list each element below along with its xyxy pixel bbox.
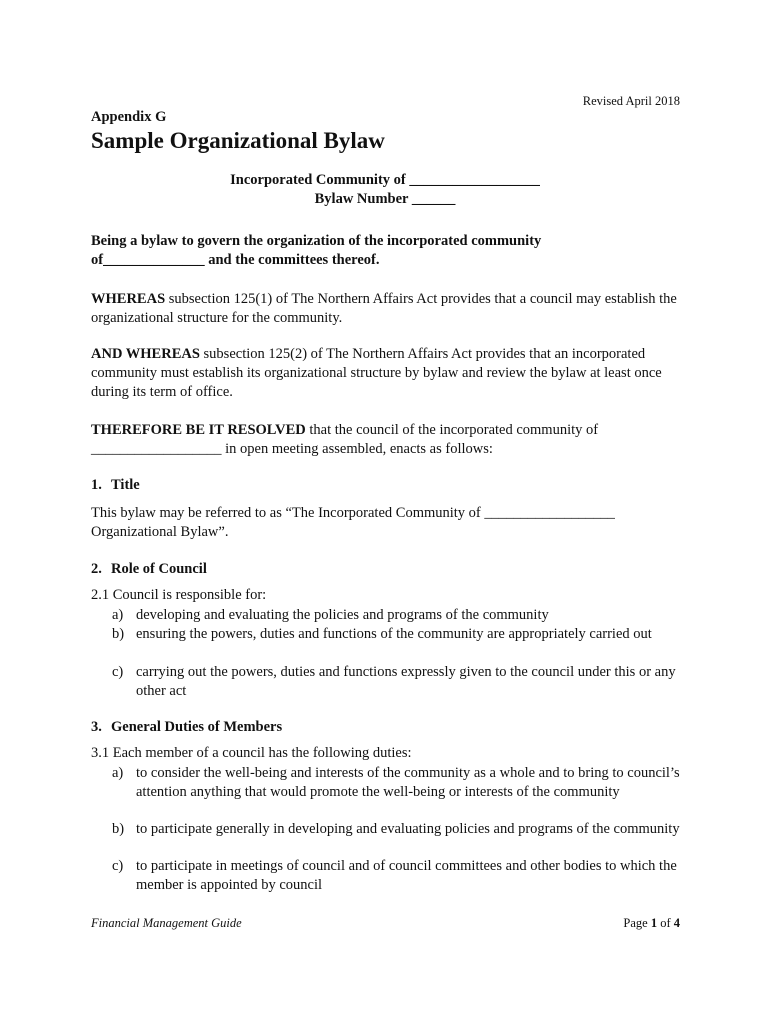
- page-of: of: [657, 916, 674, 930]
- clause-2-1: 2.1 Council is responsible for:: [91, 587, 267, 603]
- section-title: Role of Council: [111, 561, 207, 577]
- list-item: [112, 606, 682, 625]
- page-prefix: Page: [623, 916, 651, 930]
- list-item-text: to participate generally in developing and evaluating policies and programs of the community: [136, 821, 680, 837]
- whereas-lead: WHEREAS: [91, 291, 166, 307]
- section-number: 1.: [91, 477, 102, 493]
- list-item-text: developing and evaluating the policies and programs of the community: [136, 607, 549, 623]
- section-3-heading: [91, 719, 282, 736]
- footer-guide-title: Financial Management Guide: [91, 916, 242, 930]
- revision-date: Revised April 2018: [582, 94, 680, 108]
- list-item-text: to participate in meetings of council and of council committees and other bodies to which the member is appointed by council: [136, 858, 677, 893]
- list-item: [112, 663, 682, 701]
- bylaw-number-line: Bylaw Number ______: [314, 191, 456, 207]
- list-item: [112, 764, 682, 802]
- section-2-heading: [91, 561, 207, 578]
- whereas-paragraph-1: [91, 290, 691, 328]
- list-item-label: a): [112, 765, 124, 781]
- list-item: [112, 625, 682, 644]
- appendix-label: Appendix G: [91, 109, 167, 125]
- list-item: [112, 857, 682, 895]
- community-line: Incorporated Community of __________________: [230, 172, 540, 188]
- list-item-label: b): [112, 821, 125, 837]
- intro-line-2: of______________ and the committees thereof.: [91, 252, 380, 268]
- list-item-text: ensuring the powers, duties and functions of the community are appropriately carried out: [136, 626, 652, 642]
- and-whereas-lead: AND WHEREAS: [91, 346, 200, 362]
- list-item-label: b): [112, 626, 125, 642]
- list-item-label: a): [112, 607, 124, 623]
- whereas-text: subsection 125(1) of The Northern Affairs Act provides that a council may establish the organizational structure for the community.: [91, 291, 677, 326]
- page-title: Sample Organizational Bylaw: [91, 128, 385, 153]
- page-current: 1: [650, 916, 658, 930]
- resolved-paragraph: [91, 421, 691, 459]
- and-whereas-text: subsection 125(2) of The Northern Affairs Act provides that an incorporated community must establish its organizational structure by bylaw and review the bylaw at least once during its term of office.: [91, 346, 662, 400]
- page-number: [623, 916, 680, 931]
- intro-line-1: Being a bylaw to govern the organization of the incorporated community: [91, 233, 542, 249]
- section-1-heading: [91, 477, 140, 494]
- intro-paragraph: [91, 232, 691, 270]
- list-item: [112, 820, 682, 839]
- section-number: 2.: [91, 561, 102, 577]
- whereas-paragraph-2: [91, 345, 691, 402]
- list-item-text: carrying out the powers, duties and functions expressly given to the council under this or any other act: [136, 664, 676, 699]
- section-number: 3.: [91, 719, 102, 735]
- resolved-text: that the council of the incorporated community of __________________ in open meeting assembled, enacts as follows:: [91, 422, 599, 457]
- list-item-label: c): [112, 858, 124, 874]
- section-1-text: This bylaw may be referred to as “The Incorporated Community of __________________ Organizational Bylaw”.: [91, 505, 615, 540]
- section-title: Title: [111, 477, 140, 493]
- clause-3-1: 3.1 Each member of a council has the following duties:: [91, 745, 412, 761]
- list-item-label: c): [112, 664, 124, 680]
- section-title: General Duties of Members: [111, 719, 283, 735]
- page-total: 4: [673, 916, 680, 930]
- resolved-lead: THEREFORE BE IT RESOLVED: [91, 422, 306, 438]
- list-item-text: to consider the well-being and interests of the community as a whole and to bring to council’s attention anything that would promote the well-being or interests of the community: [136, 765, 680, 800]
